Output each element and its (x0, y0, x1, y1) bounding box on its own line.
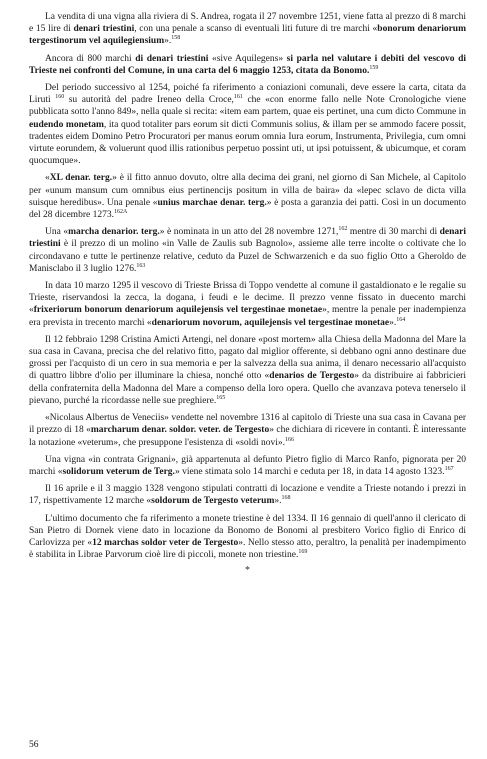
text-run: Ancora di 800 marchi (45, 53, 136, 64)
footnote-ref: 162 (338, 226, 348, 233)
bold-text-run: denari triestini (73, 24, 135, 35)
text-run: «Nicolaus Albertus de Veneciis» vendette nel novembre 1316 al capitolo di Trieste una sua casa in Cavana per il prezzo di 18 « (29, 413, 466, 436)
text-run: » è posta a garanzia dei patti. Così in un documento del 28 dicembre 1273. (29, 197, 466, 221)
paragraph (29, 226, 466, 275)
text-run: ». (389, 317, 397, 328)
bold-text-run: XL denar. terg. (49, 173, 113, 184)
text-run: », mentre la penale per inadempienza era prevista in trecento marchi « (29, 305, 466, 328)
text-run: « (45, 173, 50, 184)
text-run: L'ultimo documento che fa riferimento a monete triestine è del 1334. Il 16 gennaio di quell'anno il clericato di San Pietro di Dornek viene dato in locazione da Bonomo de Bonomi al presbitero Vorico figlio di Enrico di Carlovizza per « (29, 513, 466, 548)
bold-text-run: 12 marchas soldor veter de Tergesto (92, 537, 239, 548)
bold-text-run: marcha denarior. terg. (68, 227, 160, 238)
paragraph (29, 11, 466, 48)
text-run: » viene stimata solo 14 marchi e ceduta per 18, in data 14 agosto 1323. (174, 466, 445, 477)
bold-text-run: denari triestini (29, 227, 467, 250)
footnote-ref: 165 (216, 394, 226, 401)
paragraph (29, 334, 466, 407)
footnote-ref: 167 (444, 465, 454, 472)
bold-text-run: solidorum veterum de Terg. (62, 466, 175, 477)
paragraph (29, 483, 466, 507)
paragraph (29, 82, 466, 167)
footnote-ref: 159 (369, 64, 379, 71)
bold-text-run: bonorum denariorum tergestinorum vel aquilegiensium (29, 24, 466, 47)
paragraph (29, 172, 466, 221)
text-run: ». (164, 36, 172, 47)
text-run: La vendita di una vigna alla riviera di S. Andrea, rogata il 27 novembre 1251, viene fatta al prezzo di 8 marchi e 15 lire di (29, 12, 466, 35)
bold-text-run: denarios de Tergesto (269, 371, 355, 382)
footnote-ref: 164 (396, 316, 406, 323)
text-run: Una vigna «in contrata Grignani», già appartenuta al defunto Pietro figlio di Marco Ranfo, pignorata per 20 marchi « (29, 454, 466, 477)
text-run: ». (274, 496, 282, 507)
text-run: In data 10 marzo 1295 il vescovo di Trieste Brissa di Toppo vendette al comune il gastaldionato e le regalie su Trieste, riservandosi la zecca, la dogana, i feudi e le decime. Il prezzo venne fissato in duecento marchi « (29, 281, 466, 316)
bold-text-run: di denari triestini (135, 53, 209, 64)
text-run: Del periodo successivo al 1254, poiché fa riferimento a coniazioni comunali, deve essere la carta, citata da Liruti (29, 83, 466, 106)
bold-text-run: marcharum denar. soldor. veter. de Tergesto (90, 425, 270, 436)
bold-text-run: unius marchae denar. terg. (157, 197, 267, 208)
text-run: » che dichiara di ricevere in contanti. È interessante la notazione «veterum», che presuppone l'esistenza di «soldi novi». (29, 425, 466, 448)
footnote-ref: 158 (171, 35, 181, 42)
paragraph (29, 454, 466, 478)
text-run: Una « (45, 227, 69, 238)
text-run: » da distribuire ai fabbricieri della confraternita della Madonna del Mare a compenso della loro opera. Quello che avanzava poteva tenerselo il pievano, purché la ricordasse nelle sue preghiere. (29, 371, 466, 406)
bold-text-run: denariorum novorum, aquilejensis vel tergestinae monetae (151, 317, 390, 328)
text-run: ». Nello stesso atto, peraltro, la penalità per inadempimento è stabilita in Librae Parvorum cioè lire di piccoli, monete non triestine. (29, 537, 466, 561)
bold-text-run: soldorum de Tergesto veterum (151, 496, 275, 507)
text-run: che «con enorme fallo nelle Note Cronologiche viene pubblicata sotto l'anno 849», nella quale si recita: «item eam partem, quae eis pertinet, una cum dicto Commune in (29, 95, 466, 118)
footnote-ref: 161 (233, 94, 243, 101)
text-run: » è il fitto annuo dovuto, oltre alla decima dei grani, nel giorno di San Michele, al Capitolo per «unum mansum cum omnibus eius pertinencijs positum in villa de baira» da «lepec sclavo de dicta villa suisque heredibus». Una penale « (29, 173, 466, 208)
text-run: , ita quod totaliter pars eorum sit dicti Communis solius, & illam per se ammodo facere possit, tradentes eidem Domino Petro Procuratori per manus eorum omnia Iura eorum, Instrumenta, Privilegia, cum omni virtute eorundem, & voluerunt quod illis rationibus perpetuo possint uti, ut ipsi potuissent, & ubicumque, et coram quocumque». (29, 119, 466, 167)
text-run: «sive Aquilegens» (208, 53, 287, 64)
footnote-ref: 162A (113, 208, 128, 215)
section-separator: * (245, 565, 250, 577)
footnote-ref: 169 (298, 548, 308, 555)
text-run: , con una penale a scanso di eventuali liti future di tre marchi « (134, 24, 378, 35)
paragraph (29, 280, 466, 329)
paragraph (29, 513, 466, 562)
text-run: mentre di 30 marchi di (347, 227, 440, 238)
bold-text-run: si parla nel valutare i debiti del vescovo di Trieste nei confronti del Comune, in una carta del 6 maggio 1253, citata da Bonomo. (29, 53, 466, 76)
text-run: è il prezzo di un molino «in Valle de Zaulis sub Bagnolo», assieme alle terre incolte o coltivate che lo circondavano e tutte le pertinenze relative, ceduto da Puzel de Schwarzenich e da suo figlio Otto a Gheroldo de Manisclabo il 3 luglio 1276. (29, 239, 466, 274)
text-run: Il 16 aprile e il 3 maggio 1328 vengono stipulati contratti di locazione e vendite a Trieste notando i prezzi in 17, rispettivamente 12 marche « (29, 484, 466, 507)
text-run: su autorità del padre Ireneo della Croce, (64, 95, 234, 106)
bold-text-run: frixeriorum bonorum denariorum aquilejensis vel tergestinae monetae (33, 305, 323, 316)
bold-text-run: eudendo monetam (29, 119, 104, 130)
body-text (29, 11, 466, 561)
footnote-ref: 168 (281, 495, 291, 502)
paragraph (29, 412, 466, 449)
text-run: Il 12 febbraio 1298 Cristina Amicti Artengi, nel donare «post mortem» alla Chiesa della Madonna del Mare la sua casa in Cavana, precisa che del relativo fitto, pagato dal miglior offerente, si debbano ogni anno destinare due grossi per l'acquisto di un cero in sua memoria e per la salvezza della sua anima, il denaro necessario all'acquisto di quattro libbre d'olio per illuminare la chiesa, nonché otto « (29, 334, 466, 382)
page-number: 56 (29, 740, 39, 750)
footnote-ref: 163 (136, 262, 146, 269)
footnote-ref: 166 (285, 436, 295, 443)
footnote-ref: 160 (55, 94, 65, 101)
paragraph (29, 53, 466, 77)
text-run: » è nominata in un atto del 28 novembre 1271, (159, 227, 339, 238)
